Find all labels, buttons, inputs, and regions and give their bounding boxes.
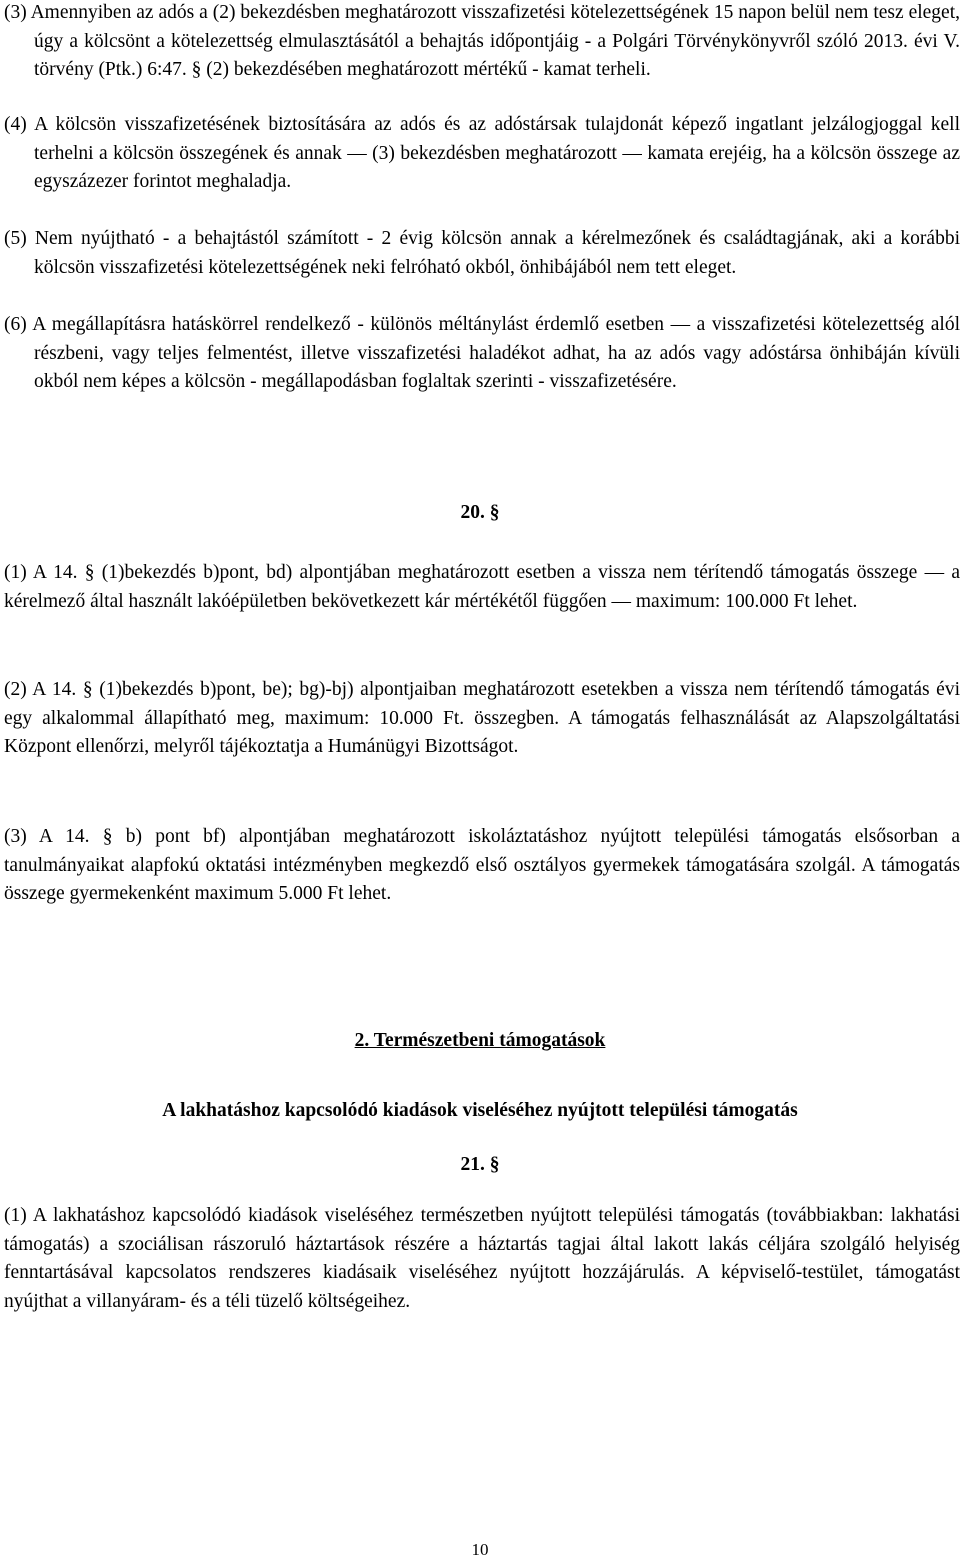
section-21-heading: 21. § [460,1154,500,1175]
paragraph-19-5: (5) Nem nyújtható - a behajtástól számított - 2 évig kölcsön annak a kérelmezőnek és családtagjának, aki a korábbi kölcsön visszafizetési kötelezettségének neki felróható okból, önhibájából nem tett eleget. [4,228,960,278]
paragraph-19-6: (6) A megállapításra hatáskörrel rendelkező - különös méltánylást érdemlő esetben — a visszafizetési kötelezettség alól részbeni, vagy teljes felmentést, illetve visszafizetési haladékot adhat, ha az adós vagy adóstársa önhibáján kívüli okból nem képes a kölcsön - megállapodásban foglaltak szerinti - visszafizetésére. [4,314,960,393]
paragraph-20-2: (2) A 14. § (1)bekezdés b)pont, be); bg)-bj) alpontjaiban meghatározott esetekben a vissza nem térítendő támogatás évi egy alkalommal állapítható meg, maximum: 10.000 Ft. összegben. A támogatás felhasználását az Alapszolgáltatási Központ ellenőrzi, melyről tájékoztatja a Humánügyi Bizottságot. [4,679,960,758]
subchapter-heading: A lakhatáshoz kapcsolódó kiadások viseléséhez nyújtott települési támogatás [162,1100,798,1121]
paragraph-21-1: (1) A lakhatáshoz kapcsolódó kiadások viseléséhez természetben nyújtott települési támogatás (továbbiakban: lakhatási támogatás) a szociálisan rászoruló háztartások részére a háztartás tagjai által lakott lakás céljára szolgáló helyiség fenntartásával kapcsolatos rendszeres kiadásaik viseléséhez nyújtott hozzájárulás. A képviselő-testület, támogatást nyújthat a villanyáram- és a téli tüzelő költségeihez. [4,1205,960,1312]
paragraph-20-1: (1) A 14. § (1)bekezdés b)pont, bd) alpontjában meghatározott esetben a vissza nem térítendő támogatás összege — a kérelmező által használt lakóépületben bekövetkezett kár mértékétől függően — maximum: 100.000 Ft lehet. [4,562,960,612]
chapter-heading: 2. Természetbeni támogatások [354,1030,606,1051]
paragraph-19-3: (3) Amennyiben az adós a (2) bekezdésben meghatározott visszafizetési kötelezettségének 15 napon belül nem tesz eleget, úgy a kölcsönt a kötelezettség elmulasztásától a behajtás időpontjáig - a Polgári Törvénykönyvről szóló 2013. évi V. törvény (Ptk.) 6:47. § (2) bekezdésében meghatározott mértékű - kamat terheli. [4,2,960,81]
page-number: 10 [471,1540,489,1559]
paragraph-20-3: (3) A 14. § b) pont bf) alpontjában meghatározott iskoláztatáshoz nyújtott települési támogatás elsősorban a tanulmányaikat alapfokú oktatási intézményben megkezdő első osztályos gyermekek támogatására szolgál. A támogatás összege gyermekenként maximum 5.000 Ft lehet. [4,826,960,905]
paragraph-19-4: (4) A kölcsön visszafizetésének biztosítására az adós és az adóstársak tulajdonát képező ingatlant jelzálogjoggal kell terhelni a kölcsön összegének és annak — (3) bekezdésben meghatározott — kamata erejéig, ha a kölcsön összege az egyszázezer forintot meghaladja. [4,114,960,193]
section-20-heading: 20. § [460,502,500,523]
